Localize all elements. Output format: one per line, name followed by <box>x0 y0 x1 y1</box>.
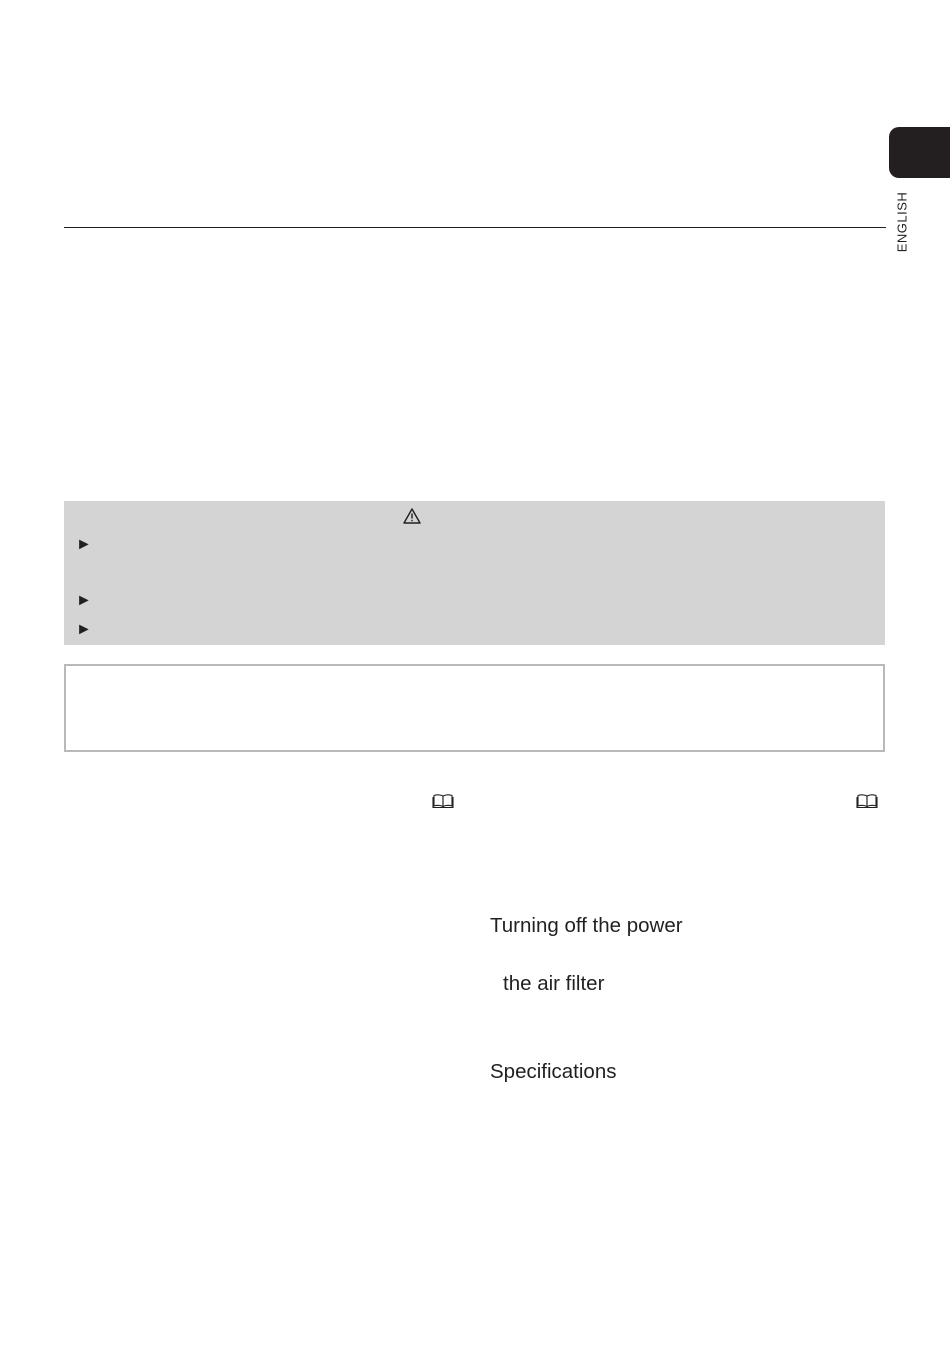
warning-bullet-icon: ► <box>76 536 92 553</box>
note-box <box>64 664 885 752</box>
warning-box <box>64 501 885 645</box>
toc-item-specifications: Specifications <box>490 1060 617 1083</box>
title-divider <box>64 227 886 228</box>
warning-bullet-icon: ► <box>76 621 92 638</box>
toc-item-air-filter: the air filter <box>503 972 605 995</box>
warning-triangle-icon <box>403 508 421 524</box>
book-icon <box>856 793 878 809</box>
language-tab-marker <box>889 127 950 178</box>
warning-bullet-icon: ► <box>76 592 92 609</box>
toc-item-turning-off-power: Turning off the power <box>490 914 683 937</box>
book-icon <box>432 793 454 809</box>
language-label: ENGLISH <box>894 191 910 253</box>
